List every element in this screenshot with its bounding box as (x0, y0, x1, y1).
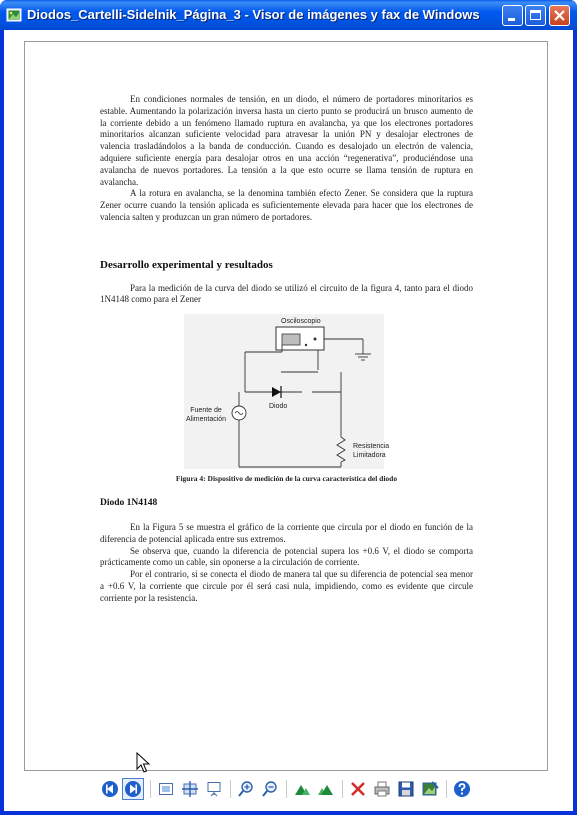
edit-icon (421, 780, 439, 798)
image-viewer-app-icon (6, 7, 22, 23)
window-title: Diodos_Cartelli-Sidelnik_Página_3 - Visor de imágenes y fax de Windows (27, 7, 480, 22)
resistor-label-line: Resistencia (353, 443, 390, 451)
resistor-label-line: Limitadora (353, 452, 386, 460)
mouse-pointer-icon (136, 752, 150, 774)
print-button[interactable] (372, 779, 392, 799)
delete-icon (349, 780, 367, 798)
maximize-button[interactable] (525, 5, 546, 26)
minimize-icon (503, 6, 522, 25)
edit-button[interactable] (420, 779, 440, 799)
rotate-clockwise-button[interactable] (292, 779, 312, 799)
rotate-counterclockwise-icon (317, 780, 335, 798)
help-icon (453, 780, 471, 798)
circuit-diagram (100, 312, 473, 472)
section-heading: Desarrollo experimental y resultados (100, 258, 273, 271)
previous-image-button[interactable] (100, 779, 120, 799)
image-display-area[interactable] (24, 41, 548, 771)
minimize-button[interactable] (502, 5, 523, 26)
maximize-icon (526, 6, 545, 25)
slideshow-button[interactable] (204, 779, 224, 799)
close-button[interactable] (549, 5, 570, 26)
zoom-in-button[interactable] (236, 779, 256, 799)
save-button[interactable] (396, 779, 416, 799)
print-icon (373, 780, 391, 798)
zoom-out-icon (261, 780, 279, 798)
rotate-clockwise-icon (293, 780, 311, 798)
best-fit-button[interactable] (156, 779, 176, 799)
toolbar-separator (342, 780, 343, 798)
best-fit-icon (157, 780, 175, 798)
actual-size-button[interactable] (180, 779, 200, 799)
window-client-area (4, 30, 573, 811)
toolbar-separator (446, 780, 447, 798)
zoom-out-button[interactable] (260, 779, 280, 799)
delete-button[interactable] (348, 779, 368, 799)
slideshow-icon (205, 780, 223, 798)
next-image-icon (124, 780, 142, 798)
close-icon (550, 6, 569, 25)
zoom-in-icon (237, 780, 255, 798)
subsection-heading: Diodo 1N4148 (100, 498, 158, 509)
diode-label: Diodo (269, 403, 288, 411)
viewer-toolbar (4, 774, 573, 811)
paragraph: En la Figura 5 se muestra el gráfico de la corriente que circula por el diodo en función de la diferencia de potencial aplicada entre sus extremos. (100, 521, 473, 544)
save-icon (397, 780, 415, 798)
source-label-line: Fuente de (190, 407, 222, 415)
toolbar-separator (230, 780, 231, 798)
next-image-button[interactable] (122, 778, 144, 800)
figure-caption: Figura 4: Dispositivo de medición de la curva característica del diodo (175, 474, 398, 484)
toolbar-separator (286, 780, 287, 798)
figure-circuit (100, 312, 473, 484)
paragraph: A la rotura en avalancha, se la denomina también efecto Zener. Se considera que la ruptura Zener ocurre cuando la tensión aplicada es suficientemente elevada para hacer que los electrones de valencia salten y produzcan un gran número de portadores. (100, 188, 473, 222)
paragraph: Se observa que, cuando la diferencia de potencial supera los +0.6 V, el diodo se comporta prácticamente como un cable, sin oponerse a la circulación de corriente. (100, 545, 473, 568)
title-bar[interactable] (0, 0, 577, 30)
actual-size-icon (181, 780, 199, 798)
rotate-counterclockwise-button[interactable] (316, 779, 336, 799)
previous-image-icon (101, 780, 119, 798)
source-label-line: Alimentación (186, 416, 227, 424)
resistor-label (353, 442, 389, 460)
oscilloscope-label: Osciloscopio (281, 318, 321, 326)
paragraph: Por el contrario, si se conecta el diodo de manera tal que su diferencia de potencial sea menor a +0.6 V, la corriente que circule por él será casi nula, impidiendo, como es evidente que circule corriente por la resistencia. (100, 569, 473, 603)
source-label (186, 406, 226, 424)
toolbar-separator (150, 780, 151, 798)
help-button[interactable] (452, 779, 472, 799)
paragraph: Para la medición de la curva del diodo se utilizó el circuito de la figura 4, tanto para el diodo 1N4148 como para el Zener (100, 282, 473, 305)
scanned-page (100, 94, 473, 605)
paragraph: En condiciones normales de tensión, en un diodo, el número de portadores minoritarios es estable. Aumentando la polarización inversa hasta un cierto punto se producirá un brusco aumento de la corriente debido a un fenómeno llamado ruptura en avalancha, ya que los electrones portadores minoritarios alcanzan suficiente velocidad para atravesar la unión PN y desalojar electrones de valencia trasladándolos a la banda de conducción. Cuando es desalojado un electrón de valencia, adquiere suficiente energía para desalojar otros en una acción “regenerativa”, produciéndose una avalancha de nuevos portadores. La tensión a la que esto ocurre se llama tensión de ruptura en avalancha. (100, 94, 473, 187)
